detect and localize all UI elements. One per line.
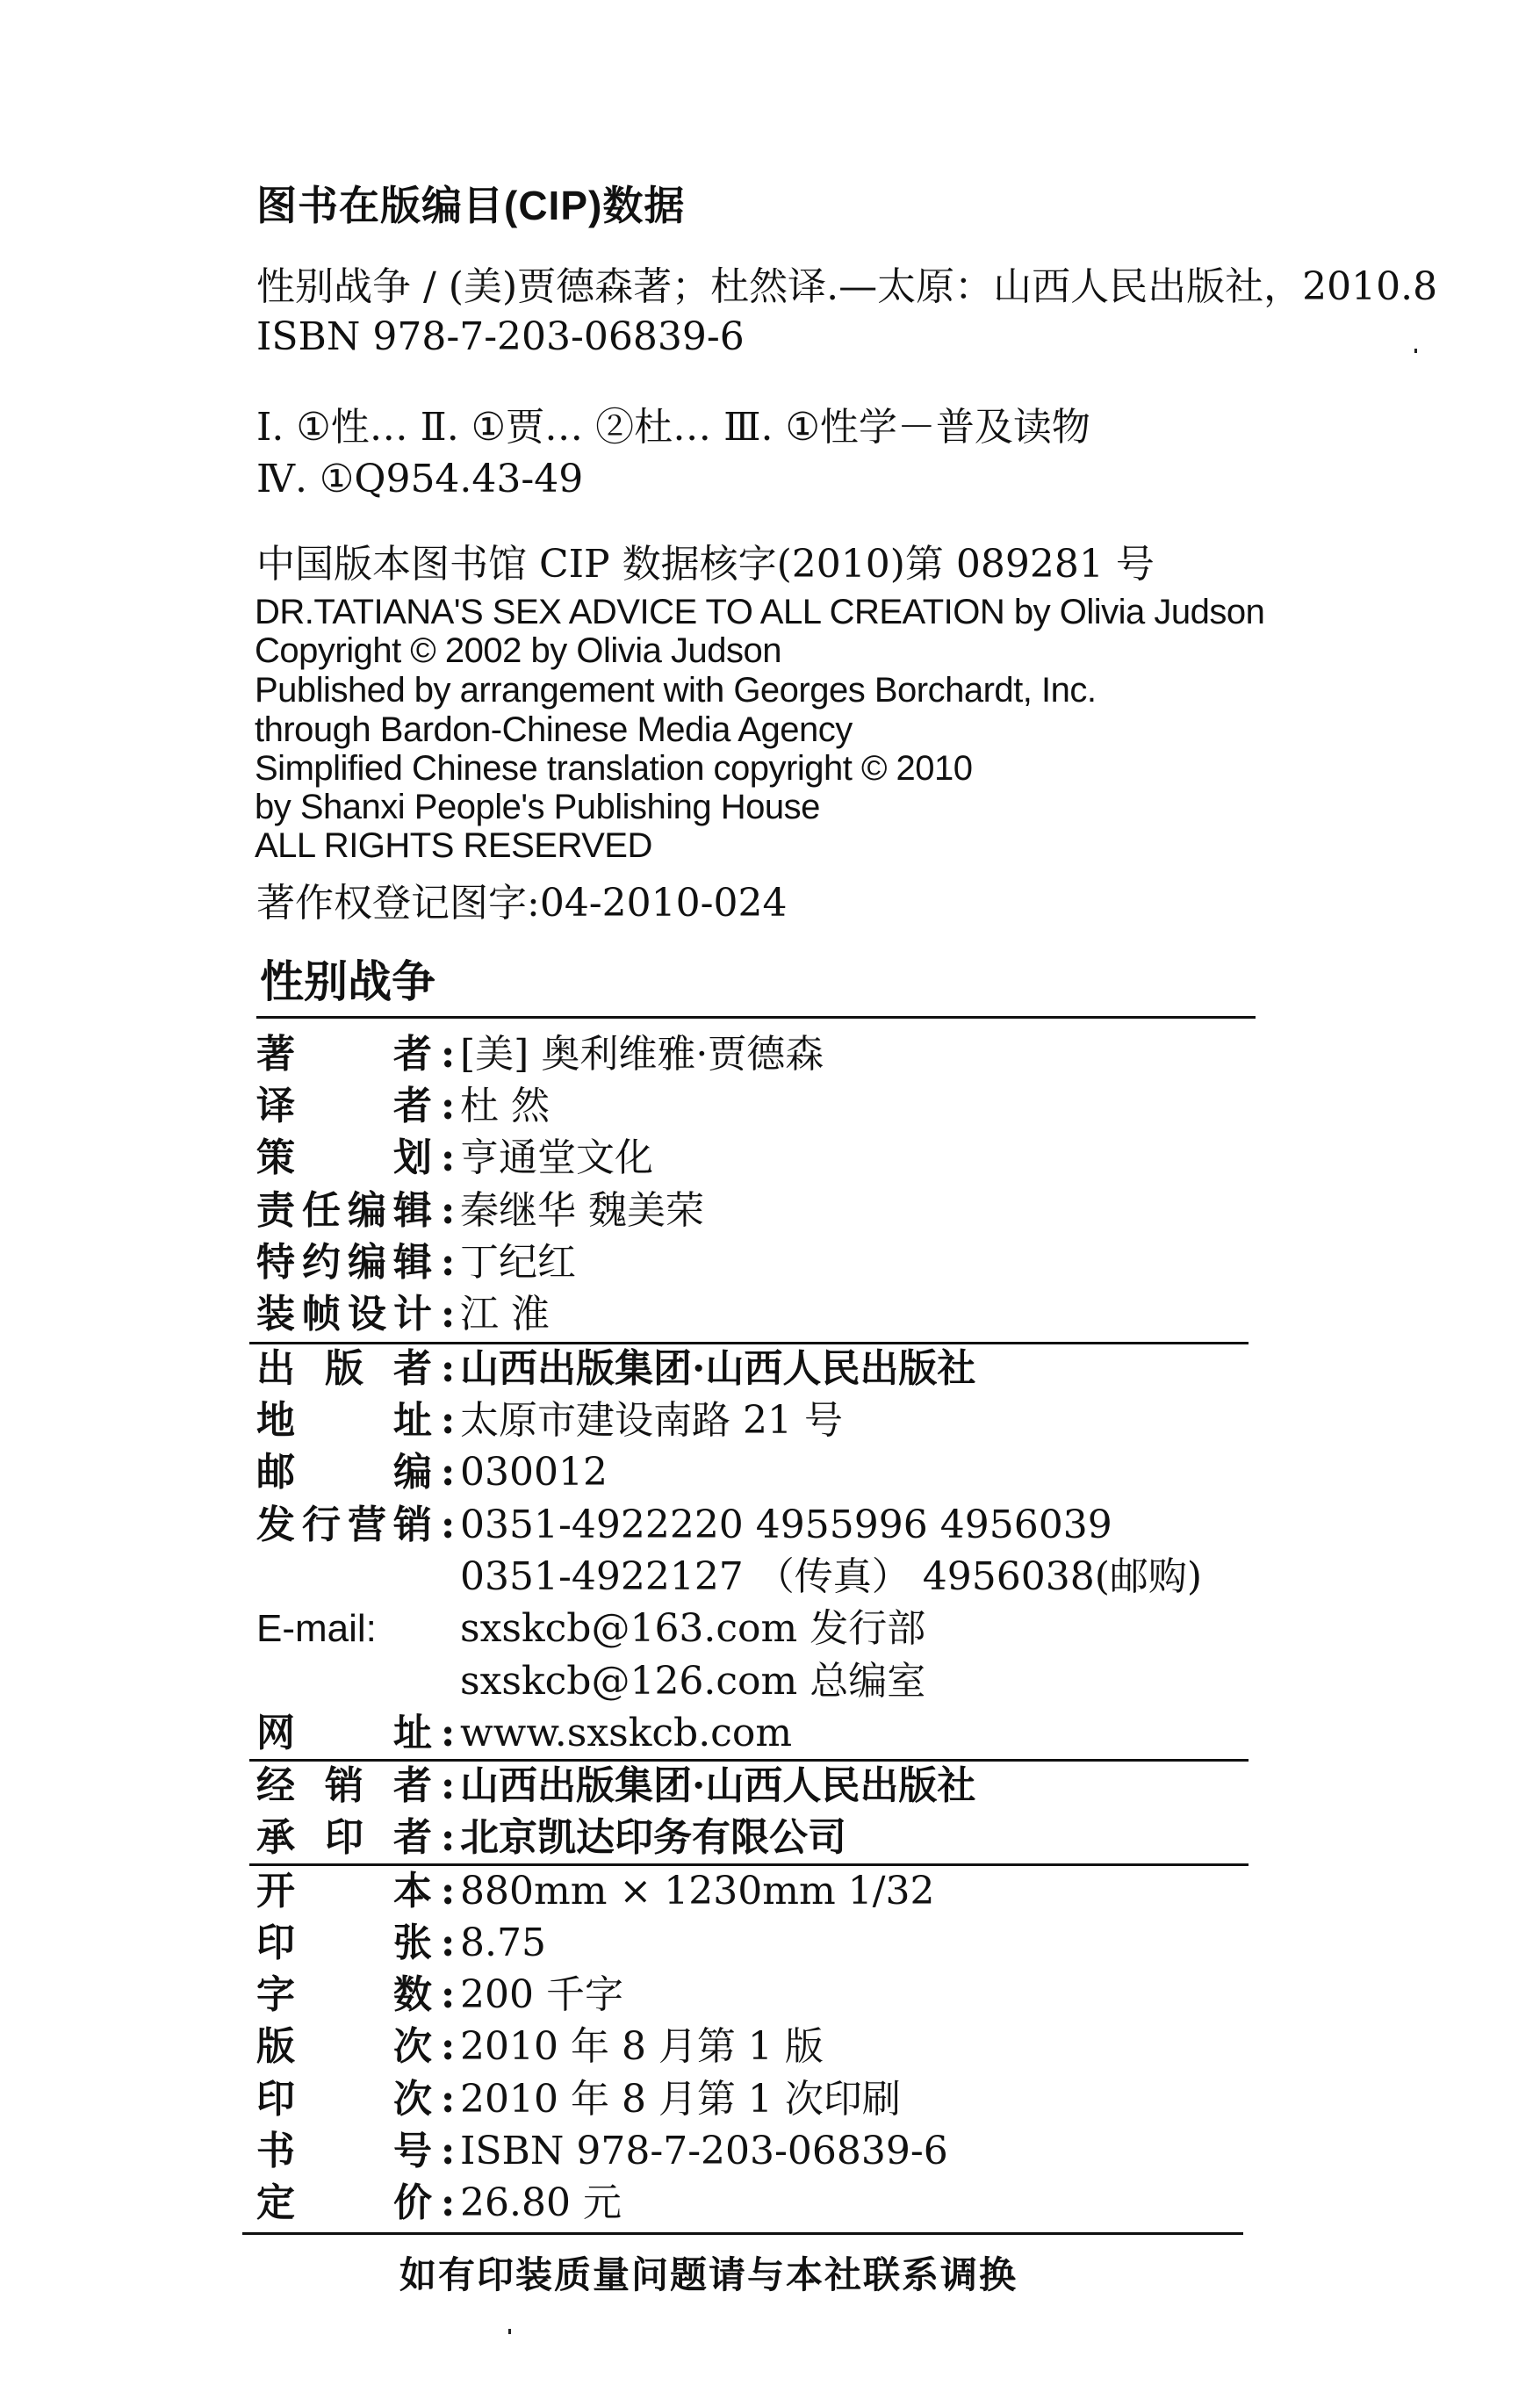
rights-line: ALL RIGHTS RESERVED: [255, 826, 652, 865]
divider: [256, 1016, 1256, 1019]
copyright-registration: 著作权登记图字:04-2010-024: [256, 881, 788, 926]
rights-line: by Shanxi People's Publishing House: [255, 788, 820, 826]
rights-line: Simplified Chinese translation copyright © 2010: [255, 749, 973, 788]
divider: [242, 2232, 1243, 2235]
website-link[interactable]: www.sxskcb.com: [460, 1711, 793, 1755]
cip-classification-2: Ⅳ. ①Q954.43-49: [256, 457, 584, 501]
scan-speck: [1414, 349, 1417, 353]
cip-catalog-line: 性别战争 / (美)贾德森著；杜然译.—太原：山西人民出版社，2010.8: [256, 264, 1438, 309]
scan-speck: [508, 2329, 511, 2334]
rights-line: Published by arrangement with Georges Borchardt, Inc.: [255, 671, 1097, 710]
email-link-editorial[interactable]: sxskcb@126.com 总编室: [460, 1659, 926, 1704]
cip-classification-1: Ⅰ. ①性… Ⅱ. ①贾… ②杜… Ⅲ. ①性学－普及读物: [256, 405, 1090, 450]
cip-title: 图书在版编目(CIP)数据: [256, 183, 686, 228]
rights-line: DR.TATIANA'S SEX ADVICE TO ALL CREATION by Olivia Judson: [255, 593, 1265, 631]
rights-line: through Bardon-Chinese Media Agency: [255, 710, 853, 749]
book-title: 性别战争: [260, 957, 435, 1006]
rights-line: Copyright © 2002 by Olivia Judson: [255, 631, 781, 670]
cip-isbn: ISBN 978-7-203-06839-6: [256, 314, 745, 359]
email-link-sales[interactable]: sxskcb@163.com 发行部: [460, 1606, 926, 1651]
quality-notice: 如有印装质量问题请与本社联系调换: [399, 2254, 1018, 2295]
cip-approval-number: 中国版本图书馆 CIP 数据核字(2010)第 089281 号: [256, 542, 1155, 587]
